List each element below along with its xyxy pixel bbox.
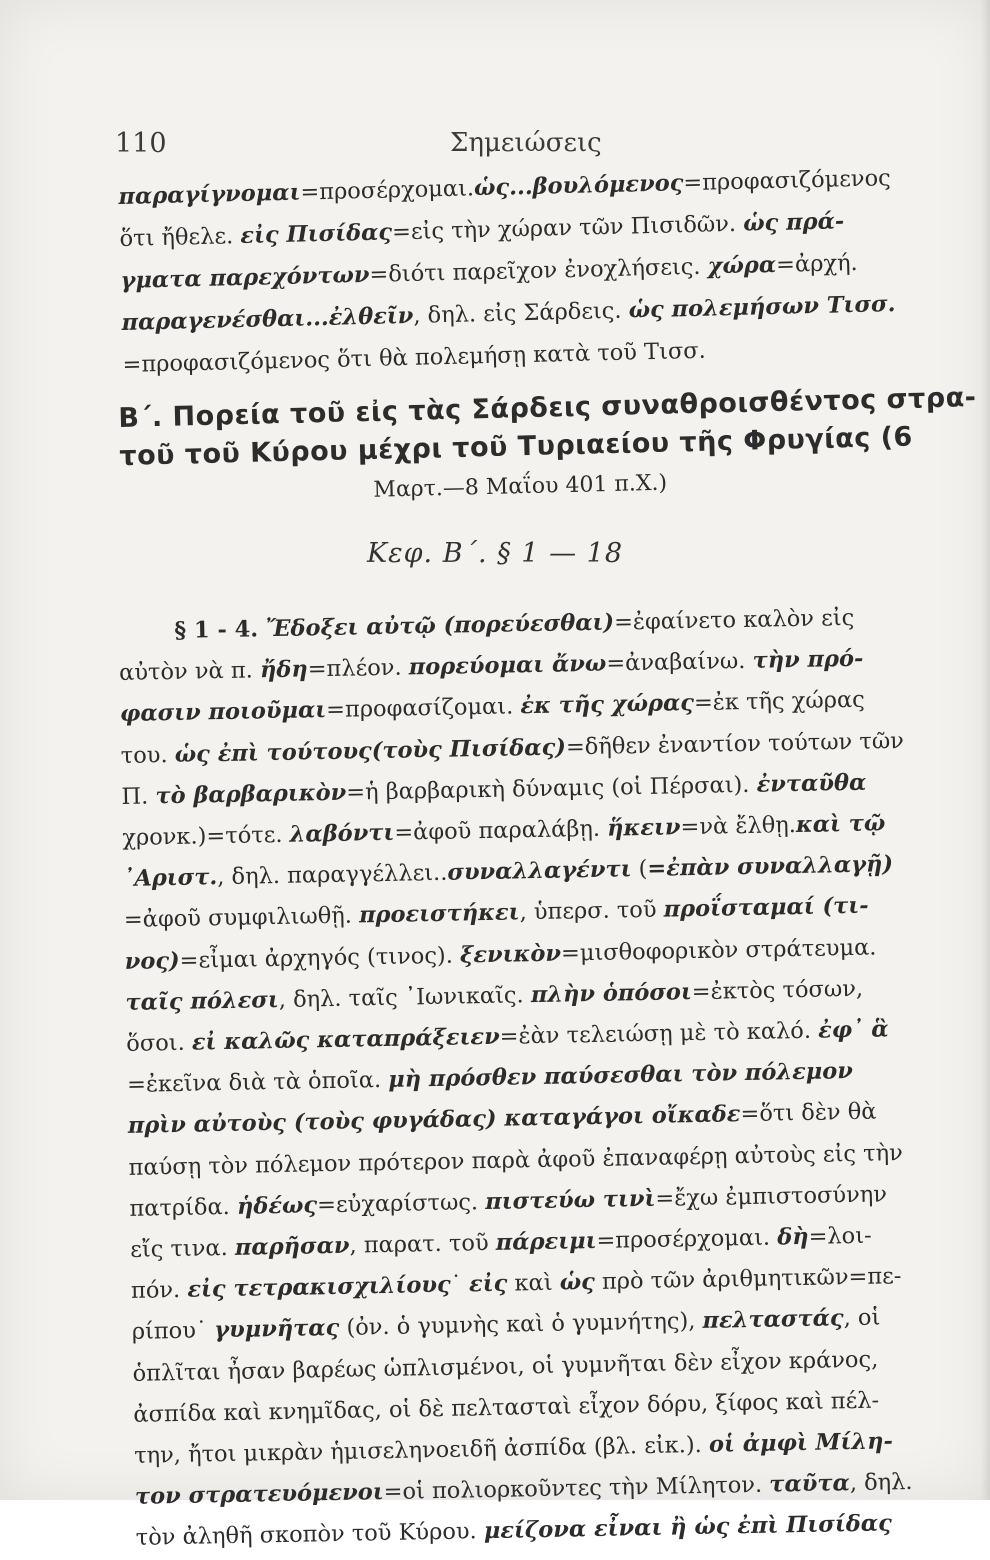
gloss-text: ἀσπίδα καὶ κνημῖδας, οἱ δὲ πελτασταὶ εἶχον δόρυ, ξίφος καὶ πέλ-: [133, 1387, 880, 1428]
lemma-term: ὡς ἐπὶ τούτους(τοὺς Πισίδας): [174, 734, 567, 768]
gloss-text: =εὐχαρίστως.: [316, 1188, 486, 1219]
gloss-text: =διότι παρεῖχον ἐνοχλήσεις.: [369, 253, 708, 288]
lemma-term: εἰ καλῶς καταπράξειεν: [191, 1023, 500, 1056]
lemma-term: συναλλαγέντι: [447, 856, 632, 886]
chapter-heading: Κεφ. Β΄. § 1 — 18: [366, 538, 624, 569]
gloss-text: =ἀρχή.: [775, 249, 858, 278]
gloss-text: πρὸ τῶν ἀριθμητικῶν=πε-: [594, 1263, 902, 1296]
lemma-term: τον στρατευόμενοι: [134, 1479, 384, 1511]
gloss-text: =εἶμαι ἀρχηγός (τινος).: [179, 942, 461, 974]
lemma-term: ὡς πολεμήσων Τισσ.: [628, 291, 896, 324]
gloss-text: , ὑπερσ. τοῦ: [519, 897, 664, 926]
lemma-term: ξενικὸν: [459, 940, 562, 969]
lemma-term: πλὴν ὁπόσοι: [530, 978, 693, 1008]
lemma-term: εἰς Πισίδας: [240, 219, 393, 250]
gloss-text: (ὀν. ὁ γυμνὴς καὶ ὁ γυμνήτης),: [339, 1308, 703, 1342]
gloss-text: , δηλ. παραγγέλλει..: [216, 859, 448, 891]
lemma-term: πιστεύω τινὶ: [484, 1185, 656, 1215]
lemma-term: οἱ ἀμφὶ Μίλη-: [708, 1428, 894, 1458]
running-head: Σημειώσεις: [450, 128, 602, 158]
gloss-text: =ὅτι δὲν θὰ: [740, 1098, 877, 1128]
gloss-text: , παρατ. τοῦ: [349, 1229, 497, 1259]
gloss-text: =ἀφοῦ παραλάβῃ.: [394, 815, 608, 846]
lemma-term: ὡς πρά-: [742, 208, 845, 237]
gloss-text: =ἔχω ἐμπιστοσύνην: [655, 1181, 888, 1212]
lemma-term: νος): [124, 947, 180, 975]
lemma-term: ταῖς πόλεσι: [125, 986, 280, 1016]
gloss-text: =πλέον.: [307, 654, 410, 683]
lemma-term: ἐνταῦθα: [756, 769, 867, 798]
lemma-term: γματα παρεχόντων: [120, 261, 370, 294]
section-title-line-1: Β΄. Πορεία τοῦ εἰς τὰς Σάρδεις συναθροισθέντος στρα-: [118, 382, 977, 434]
gloss-text: =μισθοφορικὸν στράτευμα.: [560, 934, 877, 967]
lemma-term: μείζονα εἶναι ἢ ὡς ἐπὶ Πισίδας: [483, 1510, 893, 1545]
lemma-term: =ἐπὰν συναλλαγῇ): [647, 851, 894, 883]
gloss-text: =δῆθεν ἐναντίον τούτων τῶν: [565, 727, 905, 761]
gloss-text: =ἐκτὸς τόσων,: [691, 975, 864, 1005]
gloss-text: , οἱ: [843, 1304, 881, 1332]
gloss-text: ˙: [450, 1271, 470, 1298]
gloss-text: =ἀναβαίνω.: [606, 648, 753, 677]
gloss-text: =προσέρχομαι.: [596, 1224, 778, 1254]
gloss-text: χρονκ.)=τότε.: [122, 821, 290, 851]
gloss-text: παύσῃ τὸν πόλεμον πρότερον παρὰ ἀφοῦ ἐπαναφέρῃ αὐτοὺς εἰς τὴν: [128, 1139, 903, 1181]
gloss-text: Π.: [121, 783, 156, 810]
lemma-term: προειστήκει: [358, 899, 520, 929]
gloss-text: =προσέρχομαι.: [300, 175, 475, 206]
lemma-term: ταῦτα: [769, 1470, 851, 1498]
gloss-text: =ἐκ τῆς χώρας: [693, 687, 866, 717]
lemma-term: παραγίγνομαι: [118, 179, 301, 210]
page-number: 110: [115, 128, 167, 159]
gloss-text: =εἰς τὴν χώραν τῶν Πισιδῶν.: [391, 210, 744, 246]
lemma-term: ἥκειν: [606, 814, 681, 842]
gloss-text: ὅτι ἤθελε.: [119, 223, 241, 252]
gloss-text: =νὰ ἔλθῃ.: [680, 812, 797, 841]
lemma-term: γυμνῆτας: [214, 1315, 340, 1344]
lemma-term: δὴ: [776, 1223, 809, 1251]
gloss-text: , δηλ. ταῖς ᾿Ιωνικαῖς.: [278, 981, 532, 1013]
lemma-term: παρῆσαν: [234, 1232, 350, 1261]
lemma-term: τὸ βαρβαρικὸν: [155, 779, 347, 810]
gloss-text: =ἀφοῦ συμφιλιωθῇ.: [123, 902, 360, 934]
gloss-text: , δηλ. εἰς Σάρδεις.: [413, 297, 629, 329]
lemma-term: προΐσταμαί (τι-: [663, 893, 869, 923]
lemma-term: τὴν πρό-: [752, 645, 864, 675]
gloss-text: =ἐὰν τελειώσῃ μὲ τὸ καλό.: [499, 1017, 819, 1050]
lemma-term: καὶ τῷ: [795, 810, 886, 839]
gloss-text: =προφασιζόμενος: [683, 165, 892, 197]
gloss-text: =ἐκεῖνα διὰ τὰ ὁποῖα.: [126, 1067, 389, 1099]
gloss-text: εἴς τινα.: [129, 1234, 236, 1263]
lemma-term: ἤδη: [259, 656, 308, 684]
section-marker: § 1 - 4.: [174, 616, 267, 644]
section-title-line-2: τοῦ τοῦ Κύρου μέχρι τοῦ Τυριαείου τῆς Φρυγίας (6: [119, 421, 914, 472]
gloss-text: αὐτὸν νὰ π.: [118, 657, 261, 687]
notes-paragraph-intro: [118, 155, 983, 386]
gloss-text: =οἱ πολιορκοῦντες τὴν Μίλητον.: [383, 1471, 770, 1506]
lemma-term: εἰς τετρακισχιλίους: [187, 1271, 451, 1304]
gloss-text: πόν.: [130, 1277, 188, 1305]
lemma-term: παραγενέσθαι...ἐλθεῖν: [121, 302, 414, 336]
section-title: [118, 379, 981, 516]
gloss-text: =λοι-: [808, 1222, 872, 1250]
gloss-text: ὁπλῖται ἦσαν βαρέως ὡπλισμένοι, οἱ γυμνῆται δὲν εἶχον κράνος,: [132, 1346, 879, 1387]
notes-paragraph-chapter-b: [118, 595, 990, 1559]
gloss-text: =προφασίζομαι.: [325, 693, 521, 724]
gloss-text: του.: [120, 741, 175, 769]
lemma-term: λαβόντι: [289, 819, 395, 848]
lemma-term: πελταστάς: [702, 1305, 844, 1335]
section-title-date: Μαρτ.—8 Μαΐου 401 π.Χ.): [373, 470, 668, 503]
gloss-text: =προφασιζόμενος ὅτι θὰ πολεμήσῃ κατὰ τοῦ Τισσ.: [122, 337, 707, 378]
gloss-text: =ἡ βαρβαρικὴ δύναμις (οἱ Πέρσαι).: [345, 771, 757, 806]
gloss-text: ρίπου˙: [131, 1317, 215, 1346]
lemma-term: ἐφ᾿ ἃ: [817, 1016, 889, 1044]
lemma-term: πάρειμι: [495, 1227, 597, 1256]
gloss-text: πατρίδα.: [129, 1193, 238, 1222]
lemma-term: μὴ πρόσθεν παύσεσθαι τὸν πόλεμον: [387, 1058, 854, 1094]
lemma-term: εἰς: [468, 1270, 508, 1298]
lemma-term: χώρα: [707, 251, 777, 280]
gloss-text: , δηλ.: [849, 1469, 913, 1497]
lemma-term: πορεύομαι ἄνω: [408, 650, 607, 681]
lemma-term: φασιν ποιοῦμαι: [119, 697, 327, 728]
lemma-term: ὡς: [559, 1269, 596, 1296]
lemma-term: ἡδέως: [236, 1192, 318, 1220]
gloss-text: τὸν ἀληθῆ σκοπὸν τοῦ Κύρου.: [135, 1518, 485, 1552]
gloss-text: την, ἤτοι μικρὰν ἡμισεληνοειδῆ ἀσπίδα (βλ. εἰκ.).: [133, 1431, 710, 1469]
gloss-text: ὅσοι.: [126, 1029, 193, 1057]
lemma-term: πρὶν αὐτοὺς (τοὺς φυγάδας) καταγάγοι οἴκαδε: [127, 1101, 741, 1140]
page-edge-shadow: [980, 0, 990, 1500]
lemma-term: ἐκ τῆς χώρας: [520, 690, 695, 720]
lemma-term: Ἔδοξει αὐτῷ (πορεύεσθαι): [265, 609, 615, 643]
gloss-text: (: [631, 856, 648, 883]
gloss-text: καὶ: [507, 1269, 560, 1297]
gloss-text: =ἐφαίνετο καλὸν εἰς: [613, 604, 855, 636]
lemma-term: ᾿Αριστ.: [122, 864, 218, 893]
lemma-term: ὡς...βουλόμενος: [473, 170, 684, 202]
